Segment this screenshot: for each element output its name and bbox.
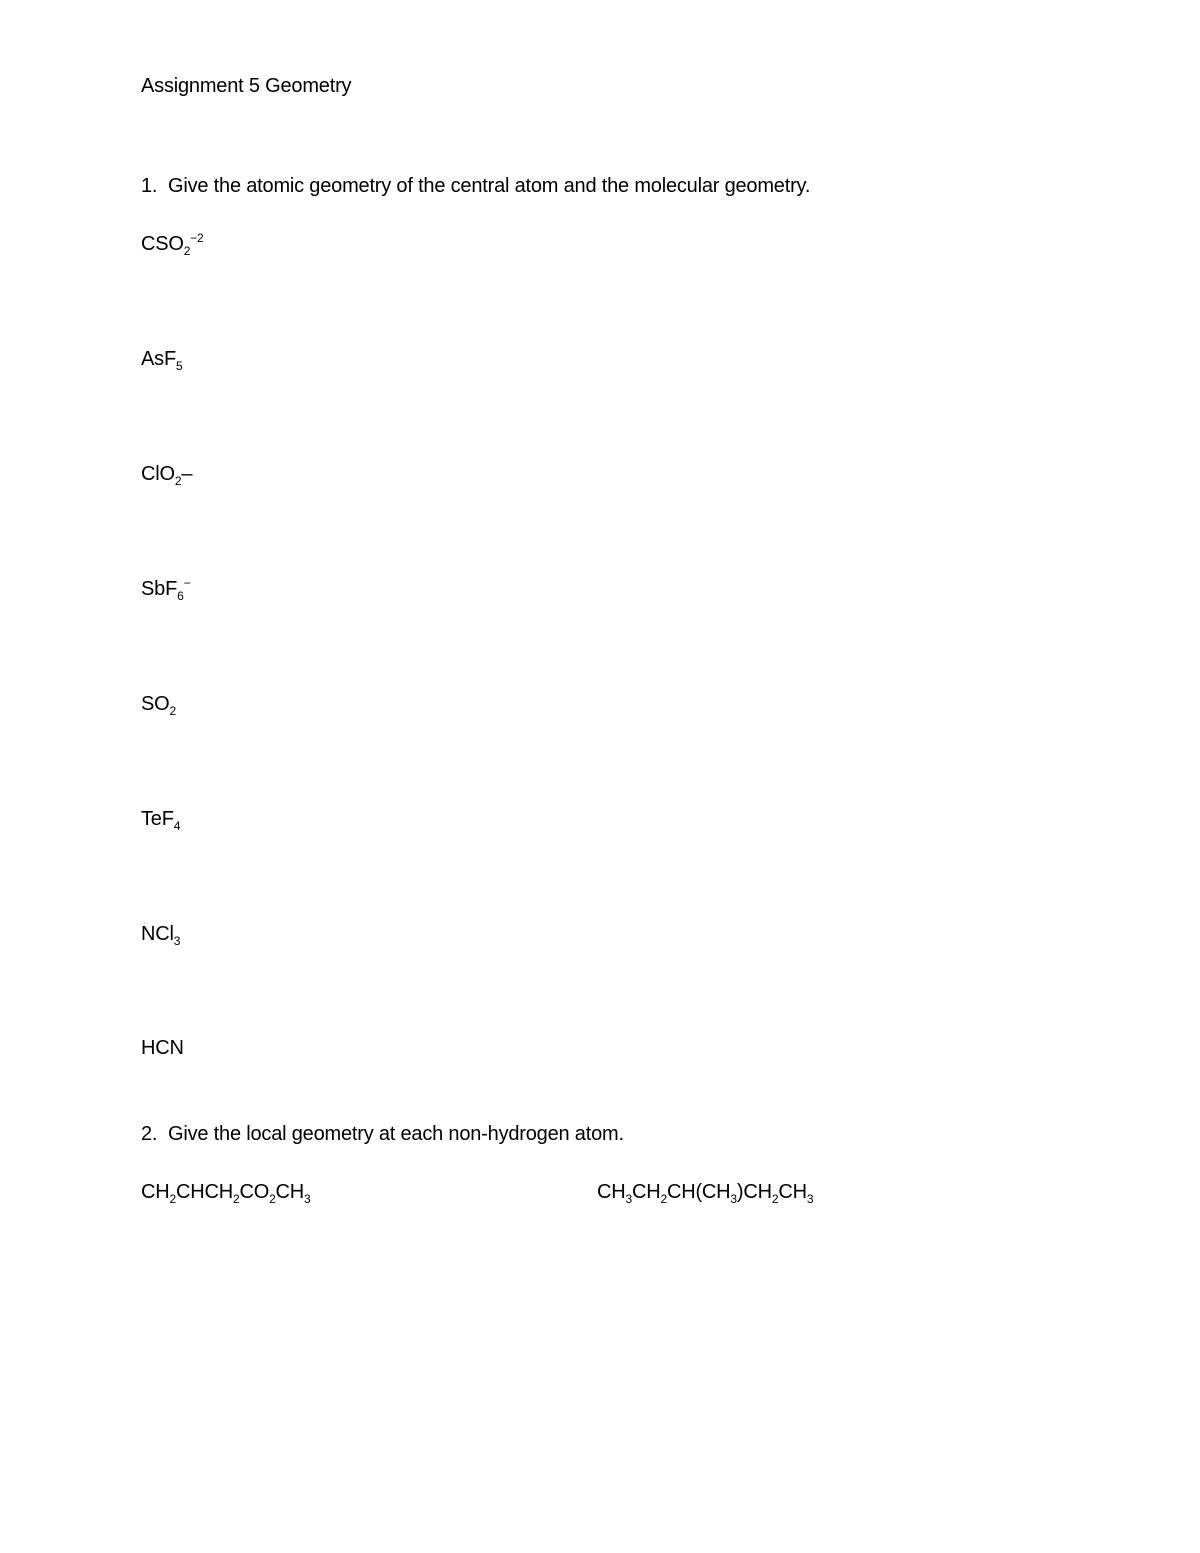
formula-part: HCN bbox=[141, 1037, 184, 1059]
formula-ncl3 bbox=[141, 922, 180, 946]
formula-part: CH bbox=[275, 1181, 305, 1203]
formula-part: NCl bbox=[141, 923, 174, 945]
formula-part: )CH bbox=[736, 1181, 772, 1203]
question-2-text: Give the local geometry at each non-hydrogen atom. bbox=[168, 1123, 624, 1145]
formula-sbf6 bbox=[141, 577, 190, 601]
formula-asf5 bbox=[141, 347, 182, 371]
formula-part: 3 bbox=[173, 934, 181, 948]
formula-part: 3 bbox=[625, 1192, 632, 1206]
formula-part: 3 bbox=[304, 1192, 311, 1206]
formula-part: 5 bbox=[175, 359, 183, 373]
formula-methyl-butenoate bbox=[141, 1180, 311, 1204]
formula-part: 6 bbox=[177, 589, 184, 603]
formula-part: CO bbox=[239, 1181, 270, 1203]
formula-part: ClO bbox=[141, 463, 175, 485]
formula-part: 3 bbox=[730, 1192, 737, 1206]
question-1-number: 1. bbox=[141, 175, 158, 197]
formula-part: 2 bbox=[269, 1192, 276, 1206]
document-title: Assignment 5 Geometry bbox=[141, 75, 352, 97]
formula-part: AsF bbox=[141, 348, 176, 370]
formula-part: CSO bbox=[141, 233, 184, 255]
formula-part: 2 bbox=[232, 1192, 240, 1206]
formula-part: CH(CH bbox=[666, 1181, 731, 1203]
question-2-number: 2. bbox=[141, 1123, 158, 1145]
question-1-prompt bbox=[141, 174, 810, 198]
formula-part: CH bbox=[141, 1181, 170, 1203]
formula-hcn bbox=[141, 1036, 184, 1060]
formula-part: − bbox=[183, 576, 191, 590]
formula-part: 3 bbox=[806, 1192, 814, 1206]
formula-part: CHCH bbox=[175, 1181, 233, 1203]
formula-part: CH bbox=[631, 1181, 661, 1203]
question-2-prompt bbox=[141, 1122, 624, 1146]
formula-part: SO bbox=[141, 693, 170, 715]
formula-cso2 bbox=[141, 232, 204, 256]
formula-part: SbF bbox=[141, 578, 178, 600]
formula-part: 2 bbox=[660, 1192, 667, 1206]
formula-part: −2 bbox=[190, 231, 204, 245]
question-1-text: Give the atomic geometry of the central atom and the molecular geometry. bbox=[168, 175, 811, 197]
formula-methylpentane bbox=[597, 1180, 813, 1204]
formula-part: 4 bbox=[173, 819, 181, 833]
formula-clo2 bbox=[141, 462, 192, 486]
formula-so2 bbox=[141, 692, 176, 716]
formula-part: 2 bbox=[771, 1192, 779, 1206]
formula-part: CH bbox=[778, 1181, 807, 1203]
formula-part: 2 bbox=[174, 474, 182, 488]
formula-tef4 bbox=[141, 807, 180, 831]
formula-part: 2 bbox=[183, 244, 191, 258]
formula-part: CH bbox=[597, 1181, 626, 1203]
formula-part: TeF bbox=[141, 808, 174, 830]
formula-part: 2 bbox=[169, 704, 176, 718]
formula-part: – bbox=[181, 463, 193, 485]
formula-part: 2 bbox=[169, 1192, 176, 1206]
